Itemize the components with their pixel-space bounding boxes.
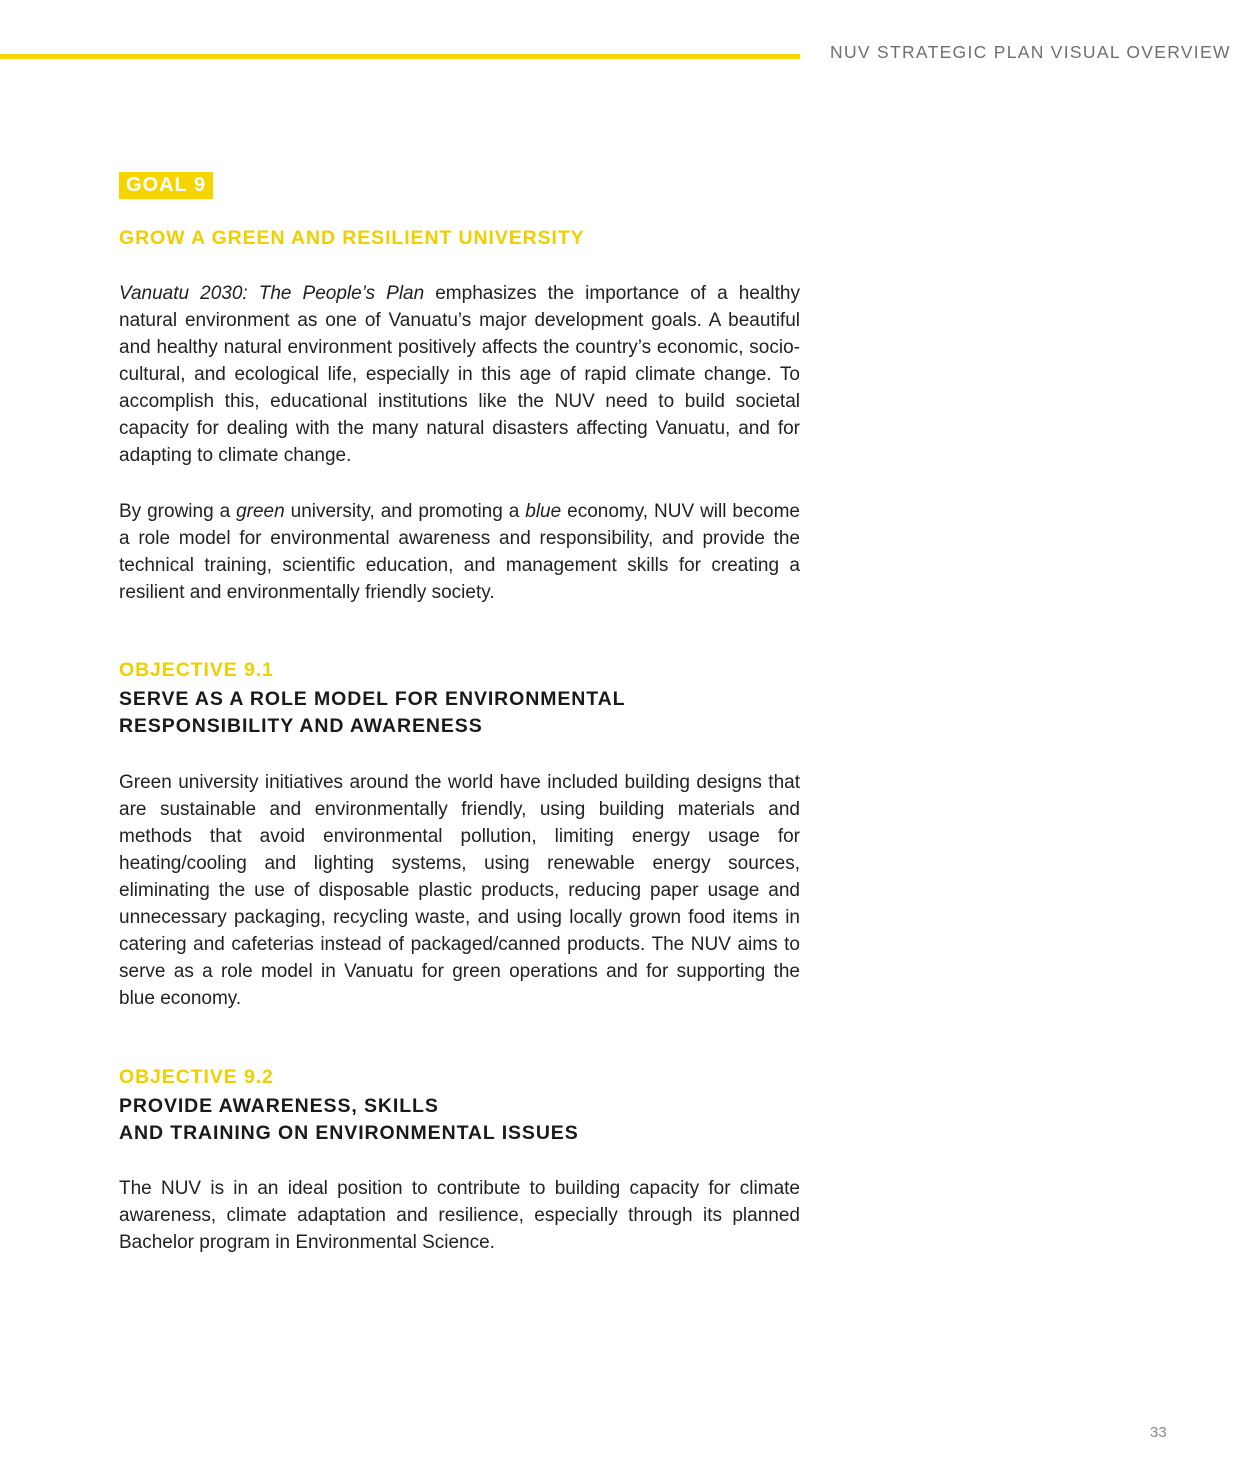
goal-second-paragraph — [119, 498, 800, 606]
goal-badge: GOAL 9 — [119, 172, 213, 199]
page-number: 33 — [1150, 1424, 1167, 1441]
goal-second-text-3: economy, NUV will become a role model for environmental awareness and responsibility, and provide the technical training, scientific education, and management skills for creating a resilient and environmentally friendly society. — [119, 501, 800, 603]
plan-title-italic: Vanuatu 2030: The People’s Plan — [119, 283, 425, 304]
blue-italic: blue — [525, 501, 562, 522]
objective-9-2-title — [119, 1093, 800, 1147]
objective-9-1-body: Green university initiatives around the world have included building designs that are sustainable and environmentally friendly, using building materials and methods that avoid environmental pollution, limiting energy usage for heating/cooling and lighting systems, using renewable energy sources, eliminating the use of disposable plastic products, reducing paper usage and unnecessary packaging, recycling waste, and using locally grown food items in catering and cafeterias instead of packaged/canned products. The NUV aims to serve as a role model in Vanuatu for green operations and for supporting the blue economy. — [119, 772, 800, 1009]
goal-intro-text: emphasizes the importance of a healthy natural environment as one of Vanuatu’s major development goals. A beautiful and healthy natural environment positively affects the country’s economic, socio-cultural, and ecological life, especially in this age of rapid climate change. To accomplish this, educational institutions like the NUV need to build societal capacity for dealing with the many natural disasters affecting Vanuatu, and for adapting to climate change. — [119, 283, 800, 466]
objective-9-2-body: The NUV is in an ideal position to contribute to building capacity for climate awareness, climate adaptation and resilience, especially through its planned Bachelor program in Environmental Science. — [119, 1178, 800, 1253]
objective-9-1-title-line-2: RESPONSIBILITY AND AWARENESS — [119, 715, 483, 737]
header-rule — [0, 54, 800, 59]
goal-intro-paragraph — [119, 280, 800, 469]
document-header-title: NUV STRATEGIC PLAN VISUAL OVERVIEW — [830, 42, 1231, 62]
objective-9-1-label: OBJECTIVE 9.1 — [119, 659, 274, 681]
green-italic: green — [236, 501, 285, 522]
objective-9-1-title-line-1: SERVE AS A ROLE MODEL FOR ENVIRONMENTAL — [119, 688, 626, 710]
objective-9-1-title — [119, 686, 800, 740]
objective-9-2-title-line-1: PROVIDE AWARENESS, SKILLS — [119, 1095, 439, 1117]
goal-title: GROW A GREEN AND RESILIENT UNIVERSITY — [119, 227, 585, 249]
objective-9-2-title-line-2: AND TRAINING ON ENVIRONMENTAL ISSUES — [119, 1122, 579, 1144]
goal-second-text-2: university, and promoting a — [284, 501, 526, 522]
goal-second-text-1: By growing a — [119, 501, 237, 522]
objective-9-2-label: OBJECTIVE 9.2 — [119, 1066, 274, 1088]
